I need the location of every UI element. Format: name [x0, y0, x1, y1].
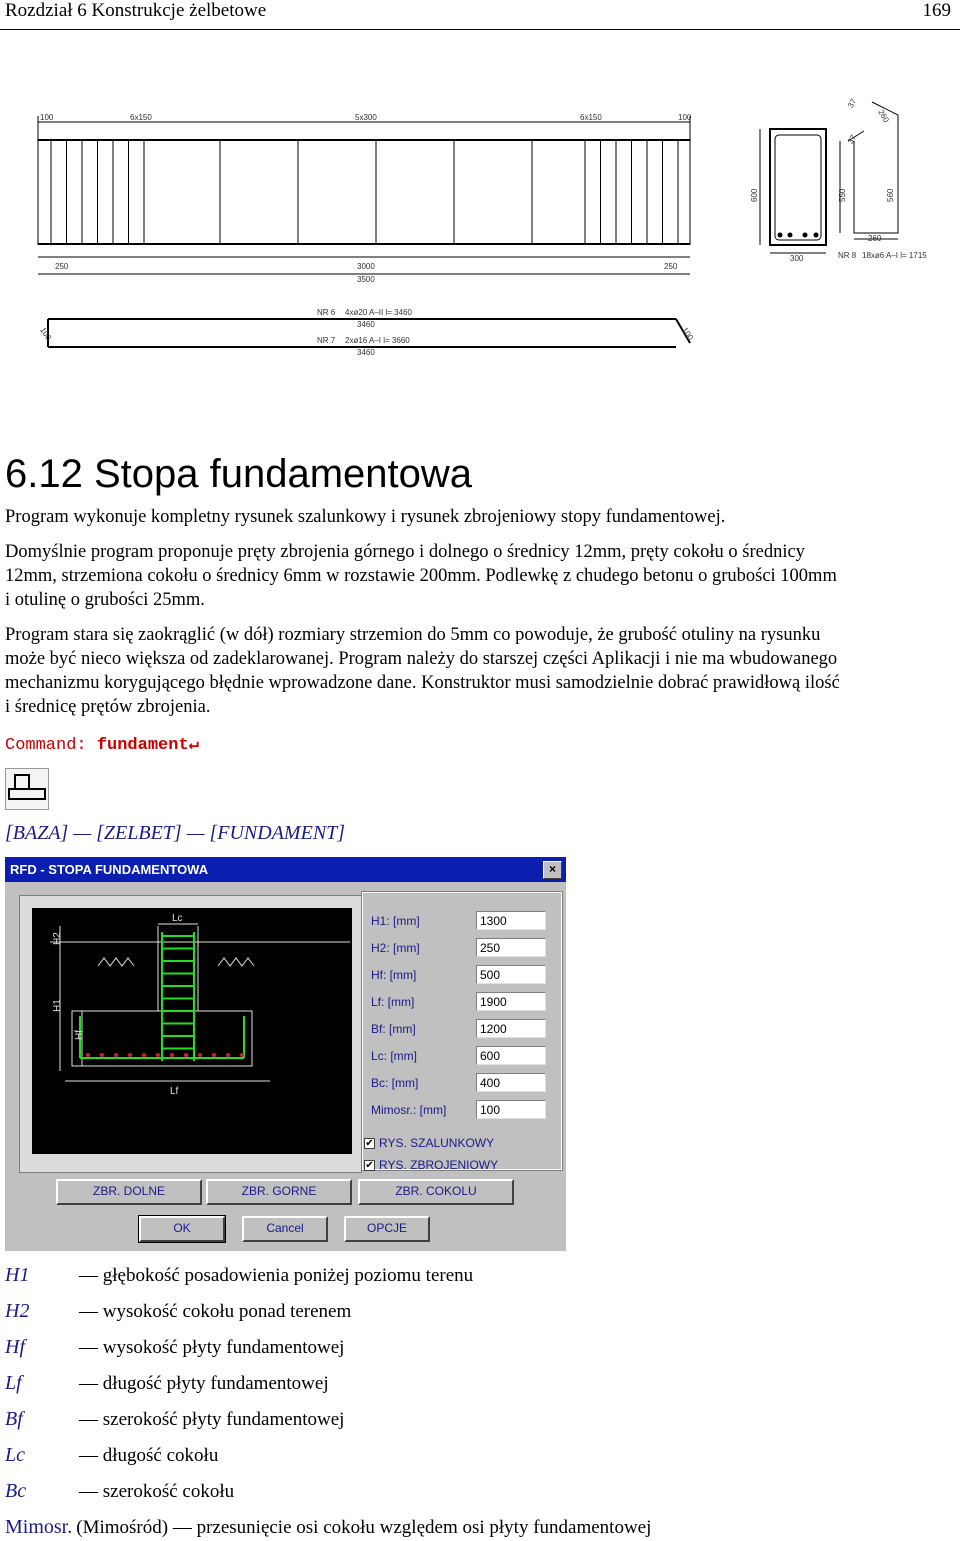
hook-right-dim: 100 [680, 325, 696, 342]
section-title: 6.12 Stopa fundamentowa [5, 452, 473, 496]
checkbox-reinforcement-box[interactable]: ✔ [365, 1160, 374, 1171]
column-rebar-button[interactable]: ZBR. COKOLU [358, 1179, 514, 1205]
checkbox-reinforcement-label: RYS. ZBROJENIOWY [379, 1158, 499, 1172]
preview-h2-label: H2 [52, 932, 63, 945]
field-input[interactable]: 1900 [476, 992, 546, 1011]
legend-key: Bc [5, 1480, 27, 1502]
command-name: fundament↵ [96, 736, 199, 755]
field-input[interactable]: 1200 [476, 1019, 546, 1038]
cancel-button[interactable]: Cancel [242, 1216, 328, 1242]
paragraph-3-line: mechanizmu korygującego błędnie wprowadzone dane. Konstruktor musi samodzielnie dobrać prawidłową ilość [5, 673, 840, 693]
paragraph-3-line: Program stara się zaokrąglić (w dół) rozmiary strzemion do 5mm co powoduje, że grubość otuliny na rysunku [5, 625, 821, 645]
foundation-icon[interactable] [5, 768, 49, 810]
dialog-title: RFD - STOPA FUNDAMENTOWA [10, 862, 209, 877]
ok-button[interactable]: OK [139, 1216, 225, 1242]
section-dim-6: 37 [845, 133, 859, 146]
section-dim-4: 260 [868, 234, 882, 243]
paragraph-3-line: i średnicę prętów zbrojenia. [5, 697, 211, 717]
field-label: Hf: [mm] [371, 968, 417, 982]
options-button[interactable]: OPCJE [344, 1216, 430, 1242]
paragraph-2-line: Domyślnie program proponuje pręty zbrojenia górnego i dolnego o średnicy 12mm, pręty cokołu o średnicy [5, 542, 805, 562]
dim-top-3: 6x150 [580, 113, 602, 122]
legend-text: — długość cokołu [79, 1445, 219, 1466]
legend-text: — długość płyty fundamentowej [79, 1373, 329, 1394]
dim-bottom-3: 3500 [357, 275, 375, 284]
close-button[interactable]: × [543, 861, 562, 879]
rebar-dot [100, 1053, 104, 1057]
preview-h1-label: H1 [52, 999, 63, 1012]
command-line [5, 734, 199, 755]
legend-text: — głębokość posadowienia poniżej poziomu terenu [79, 1265, 474, 1286]
dim-top-0: 100 [40, 113, 54, 122]
rebar-dot [86, 1053, 90, 1057]
rebar-dot [198, 1053, 202, 1057]
foundation-dialog [5, 857, 566, 1251]
top-rebar-button[interactable]: ZBR. GORNE [206, 1179, 352, 1205]
field-label: Bf: [mm] [371, 1022, 416, 1036]
paragraph-3-line: może być nieco większa od zadeklarowanej. Program należy do starszej części Aplikacji i nie ma wbudowanego [5, 649, 838, 669]
bar-nr7-spec: 2xø16 A–I l= 3660 [345, 336, 410, 345]
command-prefix: Command: [5, 736, 97, 755]
paragraph-2 [5, 540, 960, 612]
preview-lf-label: Lf [170, 1086, 179, 1097]
rebar-dot [184, 1053, 188, 1057]
rebar-dot [212, 1053, 216, 1057]
dialog-title-bar [5, 857, 566, 882]
legend-key: H2 [5, 1300, 30, 1322]
legend-text: — wysokość płyty fundamentowej [79, 1337, 345, 1358]
field-input[interactable]: 400 [476, 1073, 546, 1092]
field-input[interactable]: 100 [476, 1100, 546, 1119]
bar-nr6-spec: 4xø20 A–II l= 3460 [345, 308, 412, 317]
preview-hf-label: Hf [74, 1030, 85, 1040]
section-dim-7: 260 [876, 108, 891, 125]
bar-nr7-length: 3460 [357, 348, 375, 357]
nr8-spec: 18xø6 A–I l= 1715 [862, 251, 927, 260]
legend-key: Bf [5, 1408, 23, 1430]
legend-text: — wysokość cokołu ponad terenem [79, 1301, 352, 1322]
legend-text: — szerokość płyty fundamentowej [79, 1409, 345, 1430]
rebar-dot [128, 1053, 132, 1057]
hook-left-dim: 100 [38, 325, 54, 342]
rebar-dot [156, 1053, 160, 1057]
paragraph-1: Program wykonuje kompletny rysunek szalunkowy i rysunek zbrojeniowy stopy fundamentowej. [5, 507, 726, 527]
bar-nr7-label: NR 7 [317, 336, 336, 345]
legend-key: H1 [5, 1264, 30, 1286]
page-number: 169 [922, 0, 951, 21]
dim-bottom-2: 250 [664, 262, 678, 271]
rebar-dot [226, 1053, 230, 1057]
dim-top-4: 100 [678, 113, 692, 122]
bar-nr6-length: 3460 [357, 320, 375, 329]
checkbox-shuttering-label: RYS. SZALUNKOWY [379, 1136, 495, 1150]
field-label: Lf: [mm] [371, 995, 415, 1009]
rebar-dot [114, 1053, 118, 1057]
section-dim-2: 560 [886, 188, 895, 202]
rebar-dot [142, 1053, 146, 1057]
dim-top-1: 6x150 [130, 113, 152, 122]
legend-text: — szerokość cokołu [79, 1481, 235, 1502]
checkbox-shuttering-box[interactable]: ✔ [365, 1138, 374, 1149]
paragraph-3 [5, 623, 960, 719]
rebar-dot [170, 1053, 174, 1057]
rebar-dot [240, 1053, 244, 1057]
field-input[interactable]: 500 [476, 965, 546, 984]
field-input[interactable]: 1300 [476, 911, 546, 930]
field-label: Mimosr.: [mm] [371, 1103, 447, 1117]
header-rule [0, 29, 960, 30]
bar-nr6-label: NR 6 [317, 308, 336, 317]
legend-key: Lc [5, 1444, 25, 1466]
legend-key: Lf [5, 1372, 22, 1394]
legend-text: (Mimośród) — przesunięcie osi cokołu względem osi płyty fundamentowej [76, 1517, 652, 1538]
dim-top-2: 5x300 [355, 113, 377, 122]
nr8-label: NR 8 [838, 251, 857, 260]
field-label: H2: [mm] [371, 941, 420, 955]
field-label: Lc: [mm] [371, 1049, 418, 1063]
paragraph-2-line: 12mm, strzemiona cokołu o średnicy 6mm w rozstawie 200mm. Podlewkę z chudego betonu o grubości 100mm [5, 566, 837, 586]
legend-row-mimosr [5, 1516, 651, 1539]
preview-lc-label: Lc [172, 913, 183, 924]
beam-reinforcement-drawing [0, 85, 960, 375]
dim-bottom-1: 3000 [357, 262, 375, 271]
chapter-header: Rozdział 6 Konstrukcje żelbetowe [5, 0, 267, 21]
bottom-rebar-button[interactable]: ZBR. DOLNE [56, 1179, 202, 1205]
field-input[interactable]: 250 [476, 938, 546, 957]
field-label: H1: [mm] [371, 914, 420, 928]
preview-canvas [19, 895, 362, 1173]
field-input[interactable]: 600 [476, 1046, 546, 1065]
section-dim-3: 300 [790, 254, 804, 263]
legend-key: Hf [5, 1336, 25, 1358]
section-dim-0: 600 [750, 188, 759, 202]
legend-key: Mimosr. [5, 1516, 73, 1538]
paragraph-2-line: i otulinę o grubości 25mm. [5, 590, 205, 610]
field-label: Bc: [mm] [371, 1076, 419, 1090]
section-dim-5: 37 [845, 97, 859, 110]
section-dim-1: 550 [838, 188, 847, 202]
menu-path: [BAZA] — [ZELBET] — [FUNDAMENT] [5, 822, 346, 844]
dim-bottom-0: 250 [55, 262, 69, 271]
